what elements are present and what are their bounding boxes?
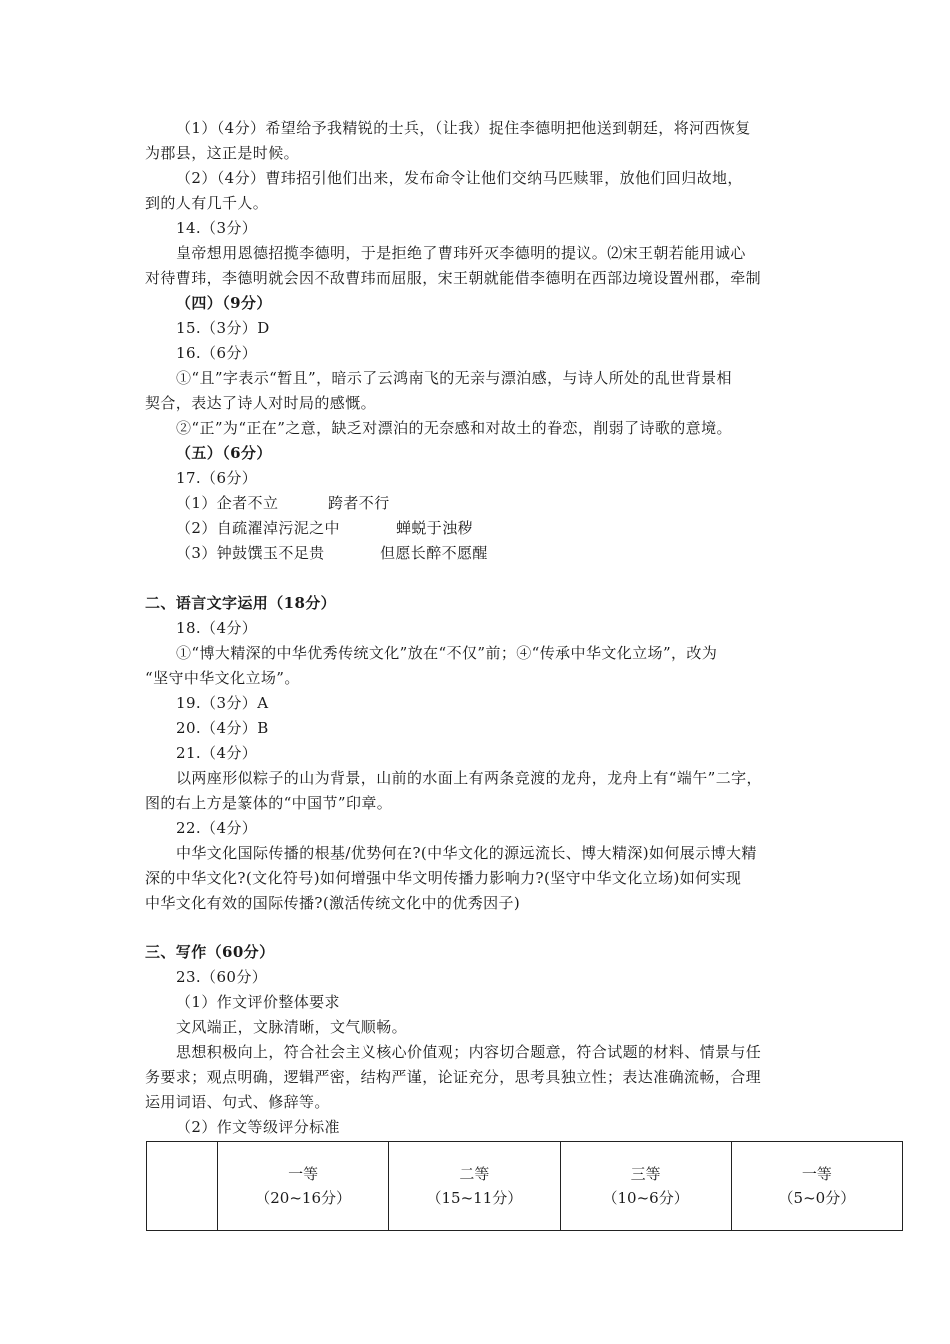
q21-line1: 以两座形似粽子的山为背景，山前的水面上有两条竞渡的龙舟，龙舟上有“端午”二字， <box>176 769 762 787</box>
q20-answer: 20.（4分）B <box>176 719 269 737</box>
grade-name: 一等 <box>801 1165 832 1183</box>
grade-column-2 <box>389 1142 560 1231</box>
q17-item-3b: 但愿长醉不愿醒 <box>380 544 488 562</box>
q16-line2: 契合，表达了诗人对时局的感慨。 <box>145 394 377 412</box>
grading-table-header-row <box>147 1142 903 1231</box>
essay-requirements-line3: 务要求；观点明确，逻辑严密，结构严谨，论证充分，思考具独立性；表达准确流畅，合理 <box>145 1068 762 1086</box>
section5-title: （五）（6分） <box>176 444 272 462</box>
q17-head: 17.（6分） <box>176 469 258 487</box>
grade-name: 二等 <box>459 1165 490 1183</box>
q15-answer: 15.（3分）D <box>176 319 270 337</box>
part2-title: 二、语言文字运用（18分） <box>145 594 337 612</box>
q22-line2: 深的中华文化?(文化符号)如何增强中华文明传播力影响力?(坚守中华文化立场)如何实现 <box>145 869 742 887</box>
q14-line2: 对待曹玮，李德明就会因不敌曹玮而屈服，宋王朝就能借李德明在西部边境设置州郡，牵制 <box>145 269 762 287</box>
q17-item-1b: 跨者不行 <box>328 494 390 512</box>
q23-head: 23.（60分） <box>176 968 268 986</box>
section4-title: （四）（9分） <box>176 294 272 312</box>
q17-item-1a: （1）企者不立 <box>176 494 279 512</box>
grade-column-4 <box>731 1142 902 1231</box>
grade-name: 一等 <box>288 1165 319 1183</box>
grade-range: （5~0分） <box>778 1189 856 1207</box>
q13-answer2-line1: （2）（4分）曹玮招引他们出来，发布命令让他们交纳马匹赎罪，放他们回归故地， <box>176 169 743 187</box>
grade-range: （20~16分） <box>255 1189 351 1207</box>
q13-answer1-line1: （1）（4分）希望给予我精锐的士兵，（让我）捉住李德明把他送到朝廷，将河西恢复 <box>176 119 751 137</box>
part3-title: 三、写作（60分） <box>145 943 275 961</box>
grade-range: （15~11分） <box>426 1189 523 1207</box>
q21-head: 21.（4分） <box>176 744 258 762</box>
grading-table-corner-cell <box>147 1142 218 1231</box>
q19-answer: 19.（3分）A <box>176 694 269 712</box>
q18-line1: ①“博大精深的中华优秀传统文化”放在“不仅”前；④“传承中华文化立场”，改为 <box>176 644 718 662</box>
q18-line2: “坚守中华文化立场”。 <box>145 669 300 687</box>
essay-requirements-line4: 运用词语、句式、修辞等。 <box>145 1093 330 1111</box>
grade-name: 三等 <box>630 1165 661 1183</box>
q14-line1: 皇帝想用恩德招揽李德明，于是拒绝了曹玮歼灭李德明的提议。⑵宋王朝若能用诚心 <box>176 244 746 262</box>
grading-standard-title: （2）作文等级评分标准 <box>176 1118 340 1136</box>
q14-head: 14.（3分） <box>176 219 258 237</box>
grading-table <box>146 1141 903 1231</box>
q16-line3: ②“正”为“正在”之意，缺乏对漂泊的无奈感和对故土的眷恋，削弱了诗歌的意境。 <box>176 419 732 437</box>
q13-answer1-line2: 为郡县，这正是时候。 <box>145 144 300 162</box>
q17-item-3a: （3）钟鼓馔玉不足贵 <box>176 544 325 562</box>
q17-item-2a: （2）自疏濯淖污泥之中 <box>176 519 340 537</box>
q22-line1: 中华文化国际传播的根基/优势何在?(中华文化的源远流长、博大精深)如何展示博大精 <box>176 844 757 862</box>
grade-column-1 <box>218 1142 389 1231</box>
q18-head: 18.（4分） <box>176 619 258 637</box>
q22-line3: 中华文化有效的国际传播?(激活传统文化中的优秀因子) <box>145 894 521 912</box>
q13-answer2-line2: 到的人有几千人。 <box>145 194 269 212</box>
essay-requirements-title: （1）作文评价整体要求 <box>176 993 340 1011</box>
q16-head: 16.（6分） <box>176 344 258 362</box>
q22-head: 22.（4分） <box>176 819 258 837</box>
q16-line1: ①“且”字表示“暂且”，暗示了云鸿南飞的无亲与漂泊感，与诗人所处的乱世背景相 <box>176 369 732 387</box>
essay-requirements-line2: 思想积极向上，符合社会主义核心价值观；内容切合题意，符合试题的材料、情景与任 <box>176 1043 762 1061</box>
q17-item-2b: 蝉蜕于浊秽 <box>396 519 474 537</box>
q21-line2: 图的右上方是篆体的“中国节”印章。 <box>145 794 393 812</box>
essay-requirements-line1: 文风端正，文脉清晰，文气顺畅。 <box>176 1018 408 1036</box>
grade-column-3 <box>560 1142 731 1231</box>
grade-range: （10~6分） <box>602 1189 689 1207</box>
